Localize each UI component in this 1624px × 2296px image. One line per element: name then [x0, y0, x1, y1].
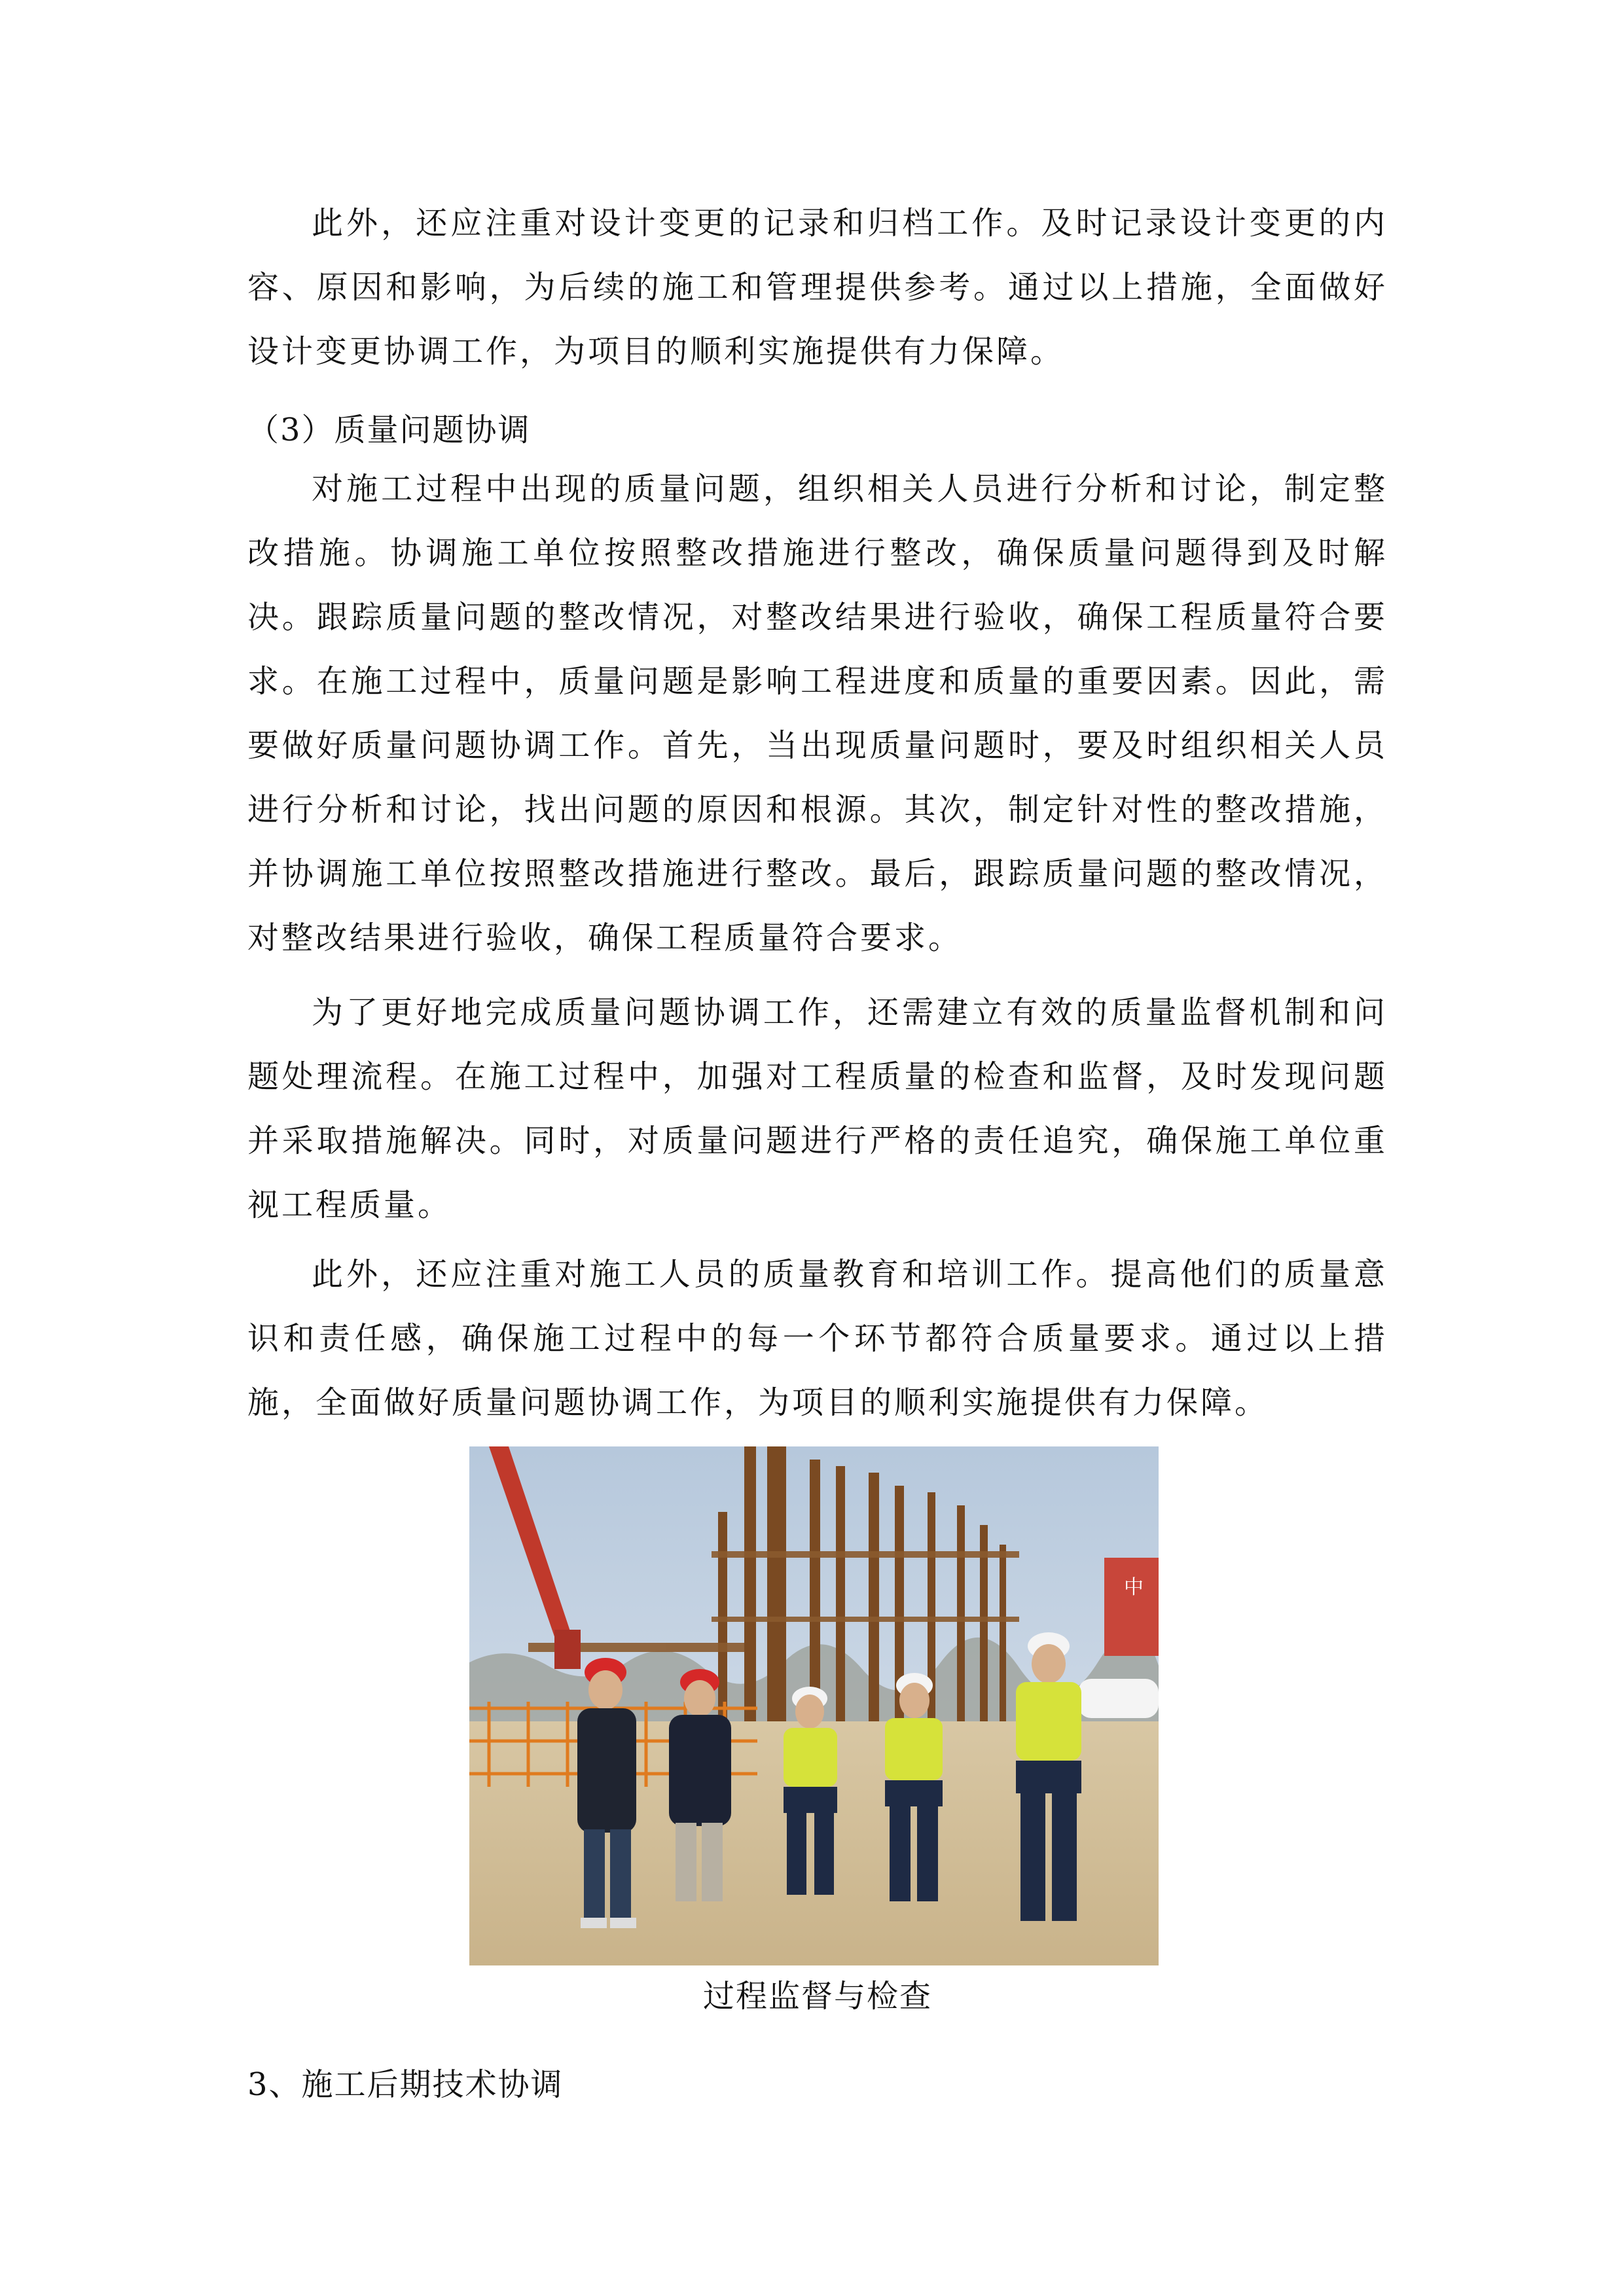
paragraph-quality-training: 此外，还应注重对施工人员的质量教育和培训工作。提高他们的质量意识和责任感，确保施工过程中的每一个环节都符合质量要求。通过以上措施，全面做好质量问题协调工作，为项目的顺利实施提供有力保障。 — [247, 1256, 1388, 1421]
site-inspection-photo — [469, 1446, 1159, 1965]
photo-illustration — [469, 1446, 1159, 1965]
paragraph-quality-supervision: 为了更好地完成质量问题协调工作，还需建立有效的质量监督机制和问题处理流程。在施工过程中，加强对工程质量的检查和监督，及时发现问题并采取措施解决。同时，对质量问题进行严格的责任追究，确保施工单位重视工程质量。 — [247, 994, 1388, 1223]
document-page — [247, 0, 1388, 2296]
section-heading-quality-coordination: （3）质量问题协调 — [247, 412, 531, 448]
figure-caption: 过程监督与检查 — [702, 1978, 932, 2015]
section-heading-late-stage-coordination: 3、施工后期技术协调 — [247, 2066, 564, 2103]
paragraph-quality-issue-handling: 对施工过程中出现的质量问题，组织相关人员进行分析和讨论，制定整改措施。协调施工单位按照整改措施进行整改，确保质量问题得到及时解决。跟踪质量问题的整改情况，对整改结果进行验收，确保工程质量符合要求。在施工过程中，质量问题是影响工程进度和质量的重要因素。因此，需要做好质量问题协调工作。首先，当出现质量问题时，要及时组织相关人员进行分析和讨论，找出问题的原因和根源。其次，制定针对性的整改措施，并协调施工单位按照整改措施进行整改。最后，跟踪质量问题的整改情况，对整改结果进行验收，确保工程质量符合要求。 — [247, 471, 1388, 956]
sign-text: 中 — [1124, 1576, 1144, 1599]
paragraph-design-change-archiving: 此外，还应注重对设计变更的记录和归档工作。及时记录设计变更的内容、原因和影响，为后续的施工和管理提供参考。通过以上措施，全面做好设计变更协调工作，为项目的顺利实施提供有力保障。 — [247, 205, 1388, 370]
